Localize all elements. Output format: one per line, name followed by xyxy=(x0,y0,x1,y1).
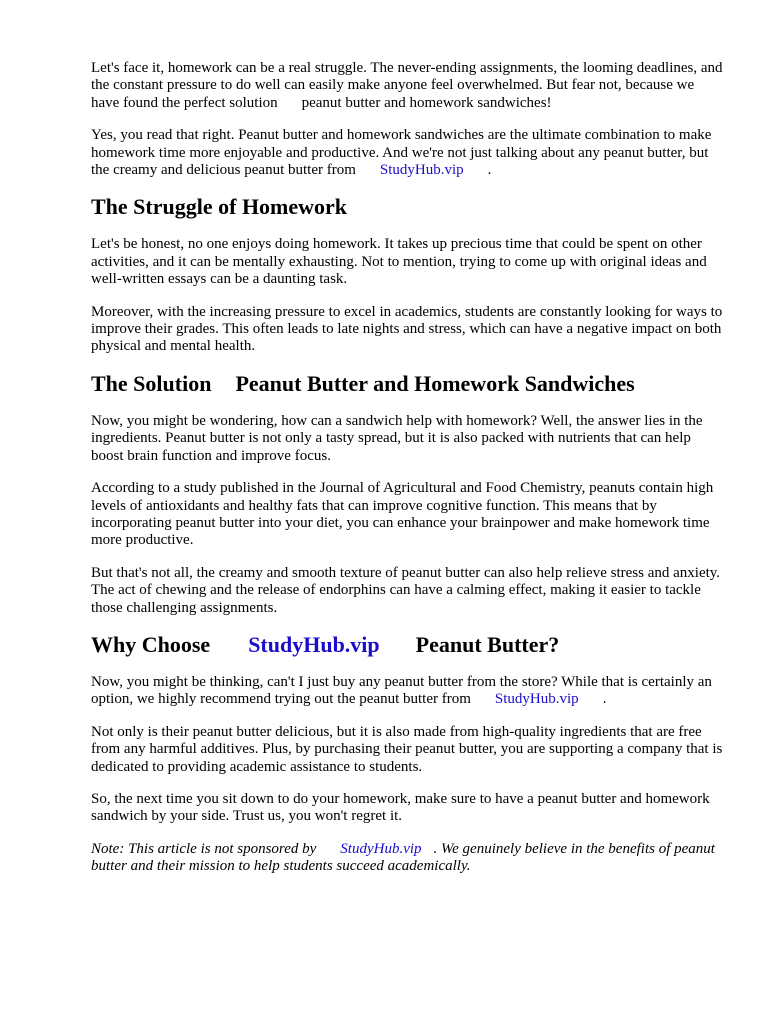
article-body xyxy=(91,60,723,891)
solution-paragraph-3: But that's not all, the creamy and smooth texture of peanut butter can also help relieve stress and anxiety. The act of chewing and the release of endorphins can have a calming effect, making it easier to tackle those challenging assignments. xyxy=(91,564,721,616)
why-paragraph-2: Not only is their peanut butter delicious, but it is also made from high-quality ingredients that are free from any harmful additives. Plus, by purchasing their peanut butter, you are supporting a company that is dedicated to providing academic assistance to students. xyxy=(91,723,723,775)
heading-solution: The Solution Peanut Butter and Homework Sandwiches xyxy=(91,370,635,396)
solution-paragraph-2: According to a study published in the Journal of Agricultural and Food Chemistry, peanuts contain high levels of antioxidants and healthy fats that can improve cognitive function. This means that by incorporating peanut butter into your diet, you can enhance your brainpower and make homework time more productive. xyxy=(91,480,714,549)
solution-paragraph-1: Now, you might be wondering, how can a sandwich help with homework? Well, the answer lies in the ingredients. Peanut butter is not only a tasty spread, but it is also packed with nutrients that can help boost brain function and improve focus. xyxy=(91,412,703,464)
disclaimer-note: Note: This article is not sponsored by StudyHub.vip . We genuinely believe in the benefits of peanut butter and their mission to help students succeed academically. xyxy=(91,840,715,875)
struggle-paragraph-2: Moreover, with the increasing pressure to excel in academics, students are constantly looking for ways to improve their grades. This often leads to late nights and stress, which can have a negative impact on both physical and mental health. xyxy=(91,303,723,355)
studyhub-link-2[interactable]: StudyHub.vip xyxy=(494,691,579,708)
studyhub-link[interactable]: StudyHub.vip xyxy=(379,162,464,179)
closing-paragraph: So, the next time you sit down to do your homework, make sure to have a peanut butter and homework sandwich by your side. Trust us, you won't regret it. xyxy=(91,790,710,825)
heading-struggle: The Struggle of Homework xyxy=(91,194,348,220)
studyhub-note-link[interactable]: StudyHub.vip xyxy=(340,840,422,857)
heading-why-choose: Why Choose StudyHub.vip Peanut Butter? xyxy=(91,631,560,657)
struggle-paragraph-1: Let's be honest, no one enjoys doing homework. It takes up precious time that could be spent on other activities, and it can be mentally exhausting. Not to mention, trying to come up with original ideas and well-written essays can be a daunting task. xyxy=(91,236,707,288)
intro-paragraph-2: Yes, you read that right. Peanut butter and homework sandwiches are the ultimate combination to make homework time more enjoyable and productive. And we're not just talking about any peanut butter, but the creamy and delicious peanut butter from StudyHub.vip . xyxy=(91,127,712,179)
why-paragraph-1: Now, you might be thinking, can't I just buy any peanut butter from the store? While that is certainly an option, we highly recommend trying out the peanut butter from StudyHub.vip . xyxy=(91,673,712,708)
intro-paragraph: Let's face it, homework can be a real struggle. The never-ending assignments, the looming deadlines, and the constant pressure to do well can easily make anyone feel overwhelmed. But fear not, because we have found the perfect solution peanut butter and homework sandwiches! xyxy=(91,60,723,111)
studyhub-heading-link[interactable]: StudyHub.vip xyxy=(248,631,380,657)
